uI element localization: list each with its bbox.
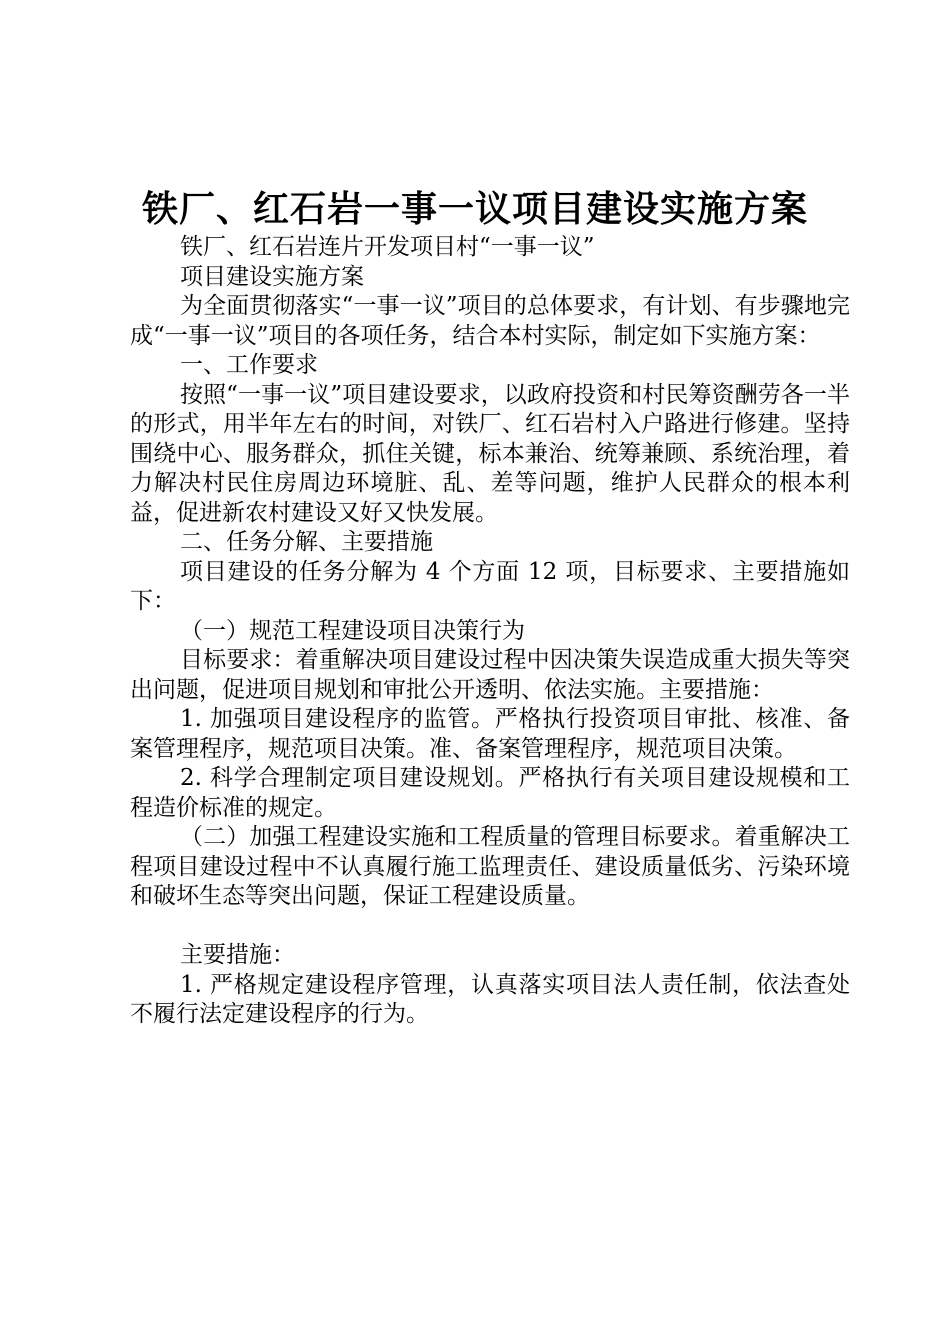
main-measures-heading: 主要措施： — [180, 942, 295, 968]
measure-item-3: 1. 严格规定建设程序管理，认真落实项目法人责任制，依法查处不履行法定建设程序的行为。 — [130, 971, 850, 1027]
paragraph-subtitle-line-1: 铁厂、红石岩连片开发项目村“一事一议” — [180, 234, 595, 260]
document-body — [130, 233, 850, 1030]
measure-item-1: 1. 加强项目建设程序的监管。严格执行投资项目审批、核准、备案管理程序，规范项目决策。准、备案管理程序，规范项目决策。 — [130, 706, 850, 762]
section-heading-task-breakdown: 二、任务分解、主要措施 — [180, 529, 433, 555]
section-heading-work-requirements: 一、工作要求 — [180, 352, 318, 378]
paragraph-work-requirements: 按照“一事一议”项目建设要求，以政府投资和村民筹资酬劳各一半的形式，用半年左右的时间，对铁厂、红石岩村入户路进行修建。坚持围绕中心、服务群众，抓住关键，标本兼治、统筹兼顾、系统治理，着力解决村民住房周边环境脏、乱、差等问题，维护人民群众的根本利益，促进新农村建设又好又快发展。 — [130, 381, 850, 526]
paragraph-task-breakdown: 项目建设的任务分解为 4 个方面 12 项，目标要求、主要措施如下： — [130, 558, 850, 614]
subsection-heading-1: （一）规范工程建设项目决策行为 — [180, 617, 525, 644]
measure-item-2: 2. 科学合理制定项目建设规划。严格执行有关项目建设规模和工程造价标准的规定。 — [130, 765, 850, 821]
document-title: 铁厂、红石岩一事一议项目建设实施方案 — [141, 188, 808, 230]
subsection-paragraph-2: （二）加强工程建设实施和工程质量的管理目标要求。着重解决工程项目建设过程中不认真履行施工监理责任、建设质量低劣、污染环境和破坏生态等突出问题，保证工程建设质量。 — [130, 824, 850, 909]
paragraph-target-requirements: 目标要求：着重解决项目建设过程中因决策失误造成重大损失等突出问题，促进项目规划和审批公开透明、依法实施。主要措施： — [130, 647, 850, 703]
paragraph-intro: 为全面贯彻落实“一事一议”项目的总体要求，有计划、有步骤地完成“一事一议”项目的各项任务，结合本村实际，制定如下实施方案： — [130, 293, 850, 349]
paragraph-subtitle-line-2: 项目建设实施方案 — [180, 263, 364, 290]
